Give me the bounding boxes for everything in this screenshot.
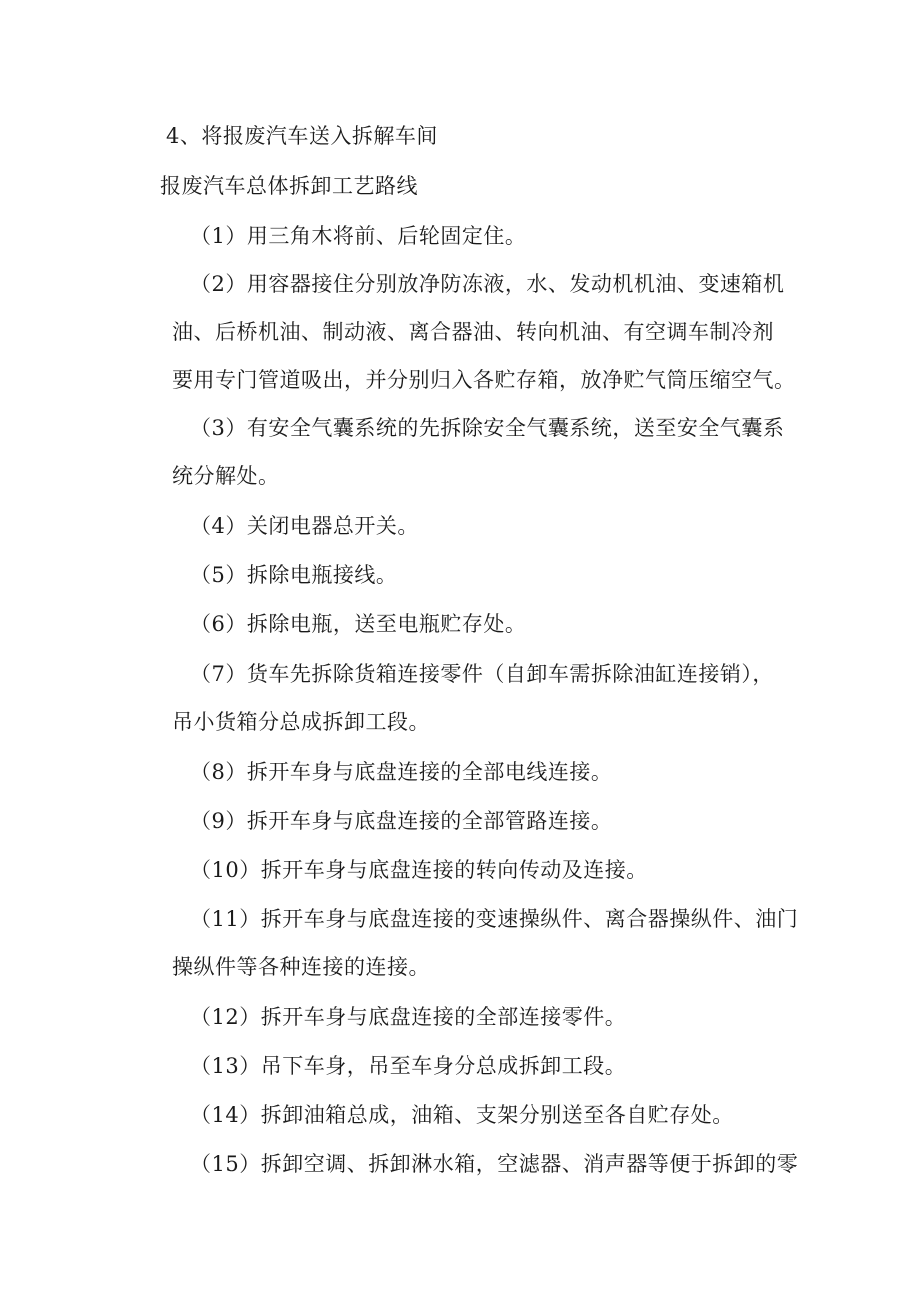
step-2-line-1: （2）用容器接住分别放净防冻液，水、发动机机油、变速箱机	[190, 272, 785, 296]
step-13-line-1: （13）吊下车身，吊至车身分总成拆卸工段。	[190, 1054, 627, 1078]
route-title: 报废汽车总体拆卸工艺路线	[160, 174, 418, 198]
step-9-line-1: （9）拆开车身与底盘连接的全部管路连接。	[190, 809, 613, 833]
step-7-line-1: （7）货车先拆除货箱连接零件（自卸车需拆除油缸连接销），	[190, 662, 774, 686]
step-8-line-1: （8）拆开车身与底盘连接的全部电线连接。	[190, 760, 613, 784]
step-6-line-1: （6）拆除电瓶，送至电瓶贮存处。	[190, 612, 527, 636]
step-11-line-1: （11）拆开车身与底盘连接的变速操纵件、离合器操纵件、油门	[190, 907, 799, 931]
step-2-line-2: 油、后桥机油、制动液、离合器油、转向机油、有空调车制冷剂	[172, 320, 774, 344]
step-2-line-3: 要用专门管道吸出，并分别归入各贮存箱，放净贮气筒压缩空气。	[172, 368, 796, 392]
step-10-line-1: （10）拆开车身与底盘连接的转向传动及连接。	[190, 858, 648, 882]
step-4-line-1: （4）关闭电器总开关。	[190, 514, 419, 538]
step-5-line-1: （5）拆除电瓶接线。	[190, 563, 398, 587]
step-1-line-1: （1）用三角木将前、后轮固定住。	[190, 224, 527, 248]
step-14-line-1: （14）拆卸油箱总成，油箱、支架分别送至各自贮存处。	[190, 1103, 734, 1127]
step-3-line-1: （3）有安全气囊系统的先拆除安全气囊系统，送至安全气囊系	[190, 416, 785, 440]
step-12-line-1: （12）拆开车身与底盘连接的全部连接零件。	[190, 1005, 627, 1029]
step-3-line-2: 统分解处。	[172, 464, 280, 488]
section-heading: 4、将报废汽车送入拆解车间	[166, 124, 438, 148]
step-11-line-2: 操纵件等各种连接的连接。	[172, 955, 430, 979]
step-15-line-1: （15）拆卸空调、拆卸淋水箱，空滤器、消声器等便于拆卸的零	[190, 1152, 799, 1176]
step-7-line-2: 吊小货箱分总成拆卸工段。	[172, 710, 430, 734]
